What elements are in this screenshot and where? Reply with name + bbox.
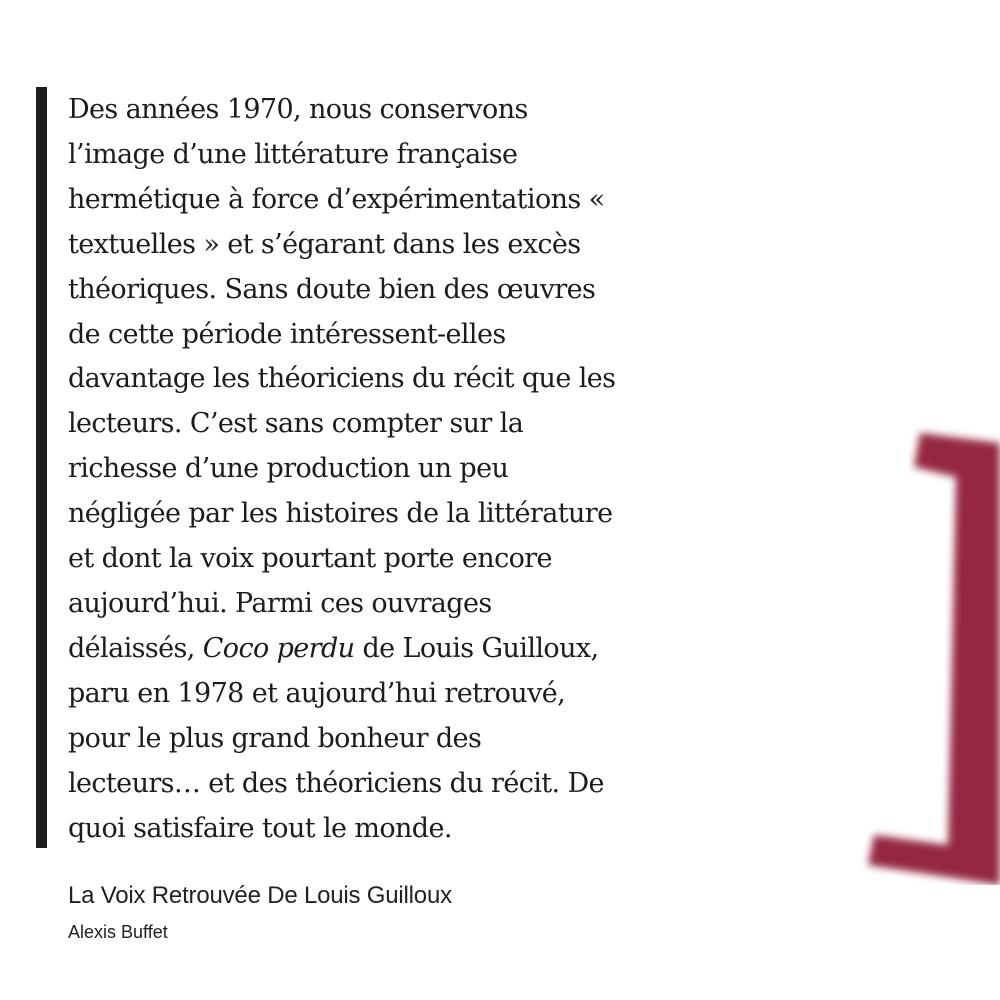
quote-line: paru en 1978 et aujourd’hui retrouvé, (68, 677, 566, 709)
quote-line: l’image d’une littérature française (68, 138, 518, 170)
source-title[interactable]: La Voix Retrouvée De Louis Guilloux (68, 882, 452, 909)
quote-line: lecteurs… et des théoriciens du récit. De (68, 767, 604, 799)
decorative-bracket (860, 425, 1000, 885)
quote-line: hermétique à force d’expérimentations « (68, 183, 605, 215)
quote-bar (36, 87, 47, 848)
quote-line: négligée par les histoires de la littérature (68, 498, 613, 530)
quote-line: et dont la voix pourtant porte encore (68, 543, 552, 575)
quote-line: de cette période intéressent-elles (68, 318, 506, 350)
quote-line: quoi satisfaire tout le monde. (68, 812, 452, 844)
quote-line: aujourd’hui. Parmi ces ouvrages (68, 587, 492, 619)
quote-fragment: délaissés, (68, 632, 203, 664)
quote-line: davantage les théoriciens du récit que les (68, 363, 616, 395)
quote-line: théoriques. Sans doute bien des œuvres (68, 273, 596, 305)
quote-fragment: de Louis Guilloux, (354, 632, 599, 664)
quote-line: Des années 1970, nous conservons (68, 94, 528, 125)
source-author[interactable]: Alexis Buffet (68, 922, 168, 942)
quote-text (68, 88, 658, 851)
quote-line: pour le plus grand bonheur des (68, 722, 482, 754)
quote-line: textuelles » et s’égarant dans les excès (68, 228, 581, 260)
quote-source (68, 880, 452, 946)
decorative-bracket-shape (868, 433, 1000, 885)
quote-line-with-title (68, 627, 658, 672)
quote-line: richesse d’une production un peu (68, 453, 509, 485)
quote-line: lecteurs. C’est sans compter sur la (68, 408, 524, 440)
book-title: Coco perdu (202, 632, 355, 664)
